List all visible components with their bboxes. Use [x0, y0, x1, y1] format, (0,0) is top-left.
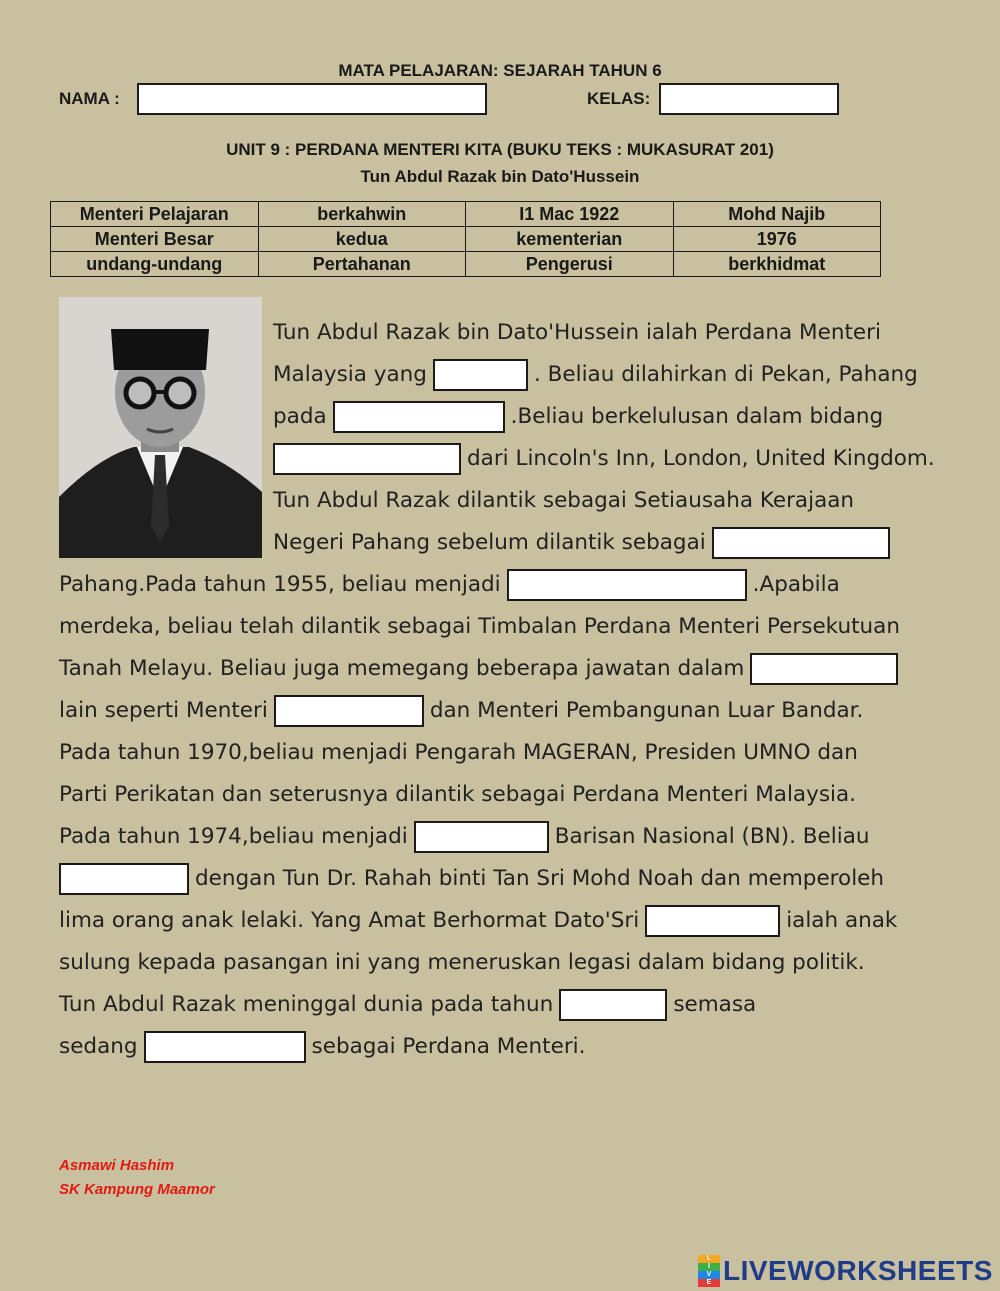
passage-line — [59, 732, 939, 774]
passage-text: . Beliau dilahirkan di Pekan, Pahang — [533, 362, 918, 387]
word-cell: berkahwin — [258, 202, 466, 227]
passage-line — [59, 942, 939, 984]
logo-mark-letter: L — [698, 1255, 720, 1263]
word-cell: kedua — [258, 227, 466, 252]
passage-text: sedang — [59, 1034, 138, 1059]
table-row — [51, 202, 881, 227]
passage-text: .Beliau berkelulusan dalam bidang — [510, 404, 884, 429]
passage-line — [59, 774, 939, 816]
passage-text: Tun Abdul Razak bin Dato'Hussein ialah Perdana Menteri — [273, 320, 881, 345]
table-row — [51, 227, 881, 252]
name-input[interactable] — [137, 83, 487, 115]
passage-text: Pahang.Pada tahun 1955, beliau menjadi — [59, 572, 501, 597]
author-name: Asmawi Hashim — [59, 1157, 175, 1174]
blank-input-7[interactable] — [274, 695, 424, 727]
word-cell: Mohd Najib — [673, 202, 881, 227]
passage-text: Tun Abdul Razak meninggal dunia pada tahun — [59, 992, 554, 1017]
passage-line — [59, 1026, 939, 1068]
blank-input-4[interactable] — [712, 527, 890, 559]
passage-text: sulung kepada pasangan ini yang meneruskan legasi dalam bidang politik. — [59, 950, 865, 975]
passage-line — [59, 984, 939, 1026]
logo-mark-letter: E — [698, 1279, 720, 1287]
word-cell: Menteri Pelajaran — [51, 202, 259, 227]
logo-mark-letter: I — [698, 1263, 720, 1271]
passage-line — [273, 396, 939, 438]
word-cell: kementerian — [466, 227, 674, 252]
passage-text: Parti Perikatan dan seterusnya dilantik sebagai Perdana Menteri Malaysia. — [59, 782, 857, 807]
passage-text: semasa — [673, 992, 757, 1017]
passage-text: Barisan Nasional (BN). Beliau — [554, 824, 870, 849]
blank-input-10[interactable] — [645, 905, 780, 937]
passage-text: Tun Abdul Razak dilantik sebagai Setiausaha Kerajaan — [273, 488, 855, 513]
passage-line — [59, 564, 939, 606]
blank-input-9[interactable] — [59, 863, 189, 895]
word-cell: Pengerusi — [466, 252, 674, 277]
word-cell: I1 Mac 1922 — [466, 202, 674, 227]
word-cell: Menteri Besar — [51, 227, 259, 252]
author-school: SK Kampung Maamor — [59, 1181, 215, 1198]
passage-line — [59, 606, 939, 648]
liveworksheets-logo — [698, 1255, 993, 1287]
passage-top — [273, 312, 939, 564]
subject-title: MATA PELAJARAN: SEJARAH TAHUN 6 — [338, 61, 662, 80]
logo-mark-letter: V — [698, 1271, 720, 1279]
passage-line — [273, 312, 939, 354]
word-bank-table — [50, 201, 881, 277]
passage-text: dan Menteri Pembangunan Luar Bandar. — [429, 698, 864, 723]
passage-line — [59, 690, 939, 732]
passage-text: Malaysia yang — [273, 362, 427, 387]
word-cell: 1976 — [673, 227, 881, 252]
passage-line — [273, 354, 939, 396]
passage-text: lima orang anak lelaki. Yang Amat Berhormat Dato'Sri — [59, 908, 640, 933]
passage-text: sebagai Perdana Menteri. — [311, 1034, 586, 1059]
passage-line — [273, 480, 939, 522]
word-cell: undang-undang — [51, 252, 259, 277]
blank-input-12[interactable] — [144, 1031, 306, 1063]
word-cell: Pertahanan — [258, 252, 466, 277]
passage-text: Pada tahun 1974,beliau menjadi — [59, 824, 408, 849]
blank-input-8[interactable] — [414, 821, 549, 853]
passage-text: dari Lincoln's Inn, London, United Kingdom. — [467, 446, 935, 471]
passage-bottom — [59, 564, 939, 1068]
person-title: Tun Abdul Razak bin Dato'Hussein — [360, 167, 640, 186]
class-input[interactable] — [659, 83, 839, 115]
name-label: NAMA : — [59, 89, 120, 108]
passage-text: merdeka, beliau telah dilantik sebagai Timbalan Perdana Menteri Persekutuan — [59, 614, 900, 639]
blank-input-6[interactable] — [750, 653, 898, 685]
blank-input-11[interactable] — [559, 989, 667, 1021]
logo-mark-icon — [698, 1255, 720, 1287]
passage-line — [273, 438, 939, 480]
table-row — [51, 252, 881, 277]
blank-input-5[interactable] — [507, 569, 747, 601]
passage-text: Negeri Pahang sebelum dilantik sebagai — [273, 530, 706, 555]
passage-line — [59, 858, 939, 900]
logo-text: LIVEWORKSHEETS — [723, 1255, 993, 1286]
unit-title: UNIT 9 : PERDANA MENTERI KITA (BUKU TEKS : MUKASURAT 201) — [226, 140, 774, 159]
blank-input-3[interactable] — [273, 443, 461, 475]
passage-text: .Apabila — [752, 572, 840, 597]
passage-line — [59, 648, 939, 690]
portrait-photo — [59, 297, 262, 558]
word-cell: berkhidmat — [673, 252, 881, 277]
passage-text: dengan Tun Dr. Rahah binti Tan Sri Mohd Noah dan memperoleh — [195, 866, 885, 891]
blank-input-1[interactable] — [433, 359, 528, 391]
passage-text: ialah anak — [786, 908, 898, 933]
passage-line — [59, 816, 939, 858]
passage-text: Pada tahun 1970,beliau menjadi Pengarah MAGERAN, Presiden UMNO dan — [59, 740, 858, 765]
passage-text: pada — [273, 404, 327, 429]
blank-input-2[interactable] — [333, 401, 505, 433]
passage-text: lain seperti Menteri — [59, 698, 268, 723]
passage-text: Tanah Melayu. Beliau juga memegang beberapa jawatan dalam — [59, 656, 745, 681]
passage-line — [273, 522, 939, 564]
class-label: KELAS: — [587, 89, 651, 108]
passage-line — [59, 900, 939, 942]
